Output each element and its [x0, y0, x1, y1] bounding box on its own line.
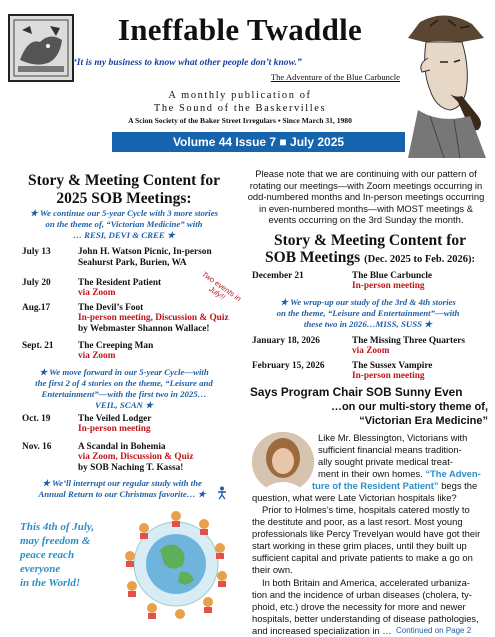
forward-note-line: Entertainment”—with the first two in 2025…	[41, 389, 207, 399]
meeting-story: The Devil’s Foot	[78, 303, 144, 313]
meeting-story: The Veiled Lodger	[78, 414, 152, 424]
meeting-story: The Resident Patient	[78, 278, 162, 288]
july4-line: This 4th of July,	[20, 521, 95, 533]
meeting-extra: by Webmaster Shannon Wallace!	[78, 324, 210, 334]
meeting-mode: In-person meeting	[352, 371, 425, 381]
forward-note-line: ★ We move forward in our 5-year Cycle—with	[39, 367, 209, 377]
quote-source: The Adventure of the Blue Carbuncle	[270, 72, 400, 82]
holmes-profile-icon	[400, 12, 490, 158]
para-line: Like Mr. Blessington, Victorians with	[318, 432, 468, 443]
meeting-story: The Missing Three Quarters	[352, 336, 466, 346]
meeting-story: The Sussex Vampire	[352, 361, 433, 371]
para-line: and increased specialization in …	[252, 625, 392, 636]
meeting-date: Oct. 19	[22, 414, 51, 424]
meeting-mode: In-person meeting	[78, 424, 151, 434]
para-line: Prior to Holmes’s time, hospitals catered mostly to	[262, 504, 470, 515]
story-link-text: ture of the Resident Patient”	[312, 480, 439, 491]
interrupt-note-line: ★ We’ll interrupt our regular study with the	[42, 478, 202, 488]
holmes-illustration	[400, 12, 490, 158]
para1-bottom	[252, 480, 490, 504]
meeting-date: Aug.17	[22, 303, 51, 313]
para-line: tion and the incidence of urban diseases (cholera, ty-	[252, 589, 472, 600]
says-subheading-2: “Victorian Era Medicine”	[359, 415, 488, 427]
newsletter-title: Ineffable Twaddle	[117, 12, 363, 47]
notice-line: rotating our meetings—with Zoom meetings occurring in	[249, 179, 483, 191]
says-heading: Says Program Chair SOB Sunny Even	[250, 385, 463, 399]
says-subheading-1: …on our multi-story theme of,	[330, 401, 488, 413]
para-line: In both Britain and America, accelerated urbaniza-	[262, 577, 470, 588]
header-quote: “It is my business to know what other people don’t know.”	[72, 57, 302, 68]
meeting-date: July 20	[22, 278, 51, 288]
para-line: start working in these grim places, until they built up	[252, 540, 467, 551]
july4-message	[20, 520, 130, 590]
cycle-note	[8, 208, 240, 241]
meeting-line: Seahurst Park, Burien, WA	[78, 258, 187, 268]
pub-line-1: A monthly publication of	[168, 90, 312, 101]
meeting-date: July 13	[22, 247, 51, 257]
forward-note-line: VEIL, SCAN ★	[95, 400, 153, 410]
notice-line: in even-numbered months—with MOST meetings &	[259, 202, 473, 214]
meeting-mode: via Zoom	[78, 288, 116, 298]
pub-line-3: A Scion Society of the Baker Street Irregulars ▪ Since March 31, 1980	[128, 116, 352, 125]
hound-crest-icon	[10, 16, 72, 80]
para-line: sufficient capital and private patients to make a go on	[252, 552, 473, 563]
july4-line: peace reach	[20, 549, 75, 561]
meeting-story	[78, 247, 248, 269]
forward-note-line: the first 2 of 4 stories on the theme, “Leisure and	[35, 378, 213, 388]
meeting-date: Sept. 21	[22, 341, 54, 351]
right-heading-line-1: Story & Meeting Content for	[274, 232, 466, 249]
meeting-mode: via Zoom, Discussion & Quiz	[78, 452, 194, 462]
para-line: their own.	[252, 564, 293, 575]
right-heading-line-2	[248, 249, 492, 267]
two-events-note: Two events in July!!	[200, 269, 243, 304]
meeting-extra: by SOB Naching T. Kassa!	[78, 463, 184, 473]
world-children-illustration	[118, 500, 234, 626]
wrap-note-line: these two in 2026…MISS, SUSS ★	[303, 319, 433, 329]
meeting-date: Nov. 16	[22, 442, 52, 452]
wrap-note-line: on the theme, “Leisure and Entertainment”—with	[276, 308, 460, 318]
dancing-figure-icon	[216, 486, 228, 500]
continued-link[interactable]: Continued on Page 2	[396, 626, 472, 635]
notice-line: odd-numbered months and In-person meetings occurring	[247, 191, 485, 203]
pub-line-2: The Sound of the Baskervilles	[153, 103, 327, 114]
notice-line: Please note that we are continuing with our pattern of	[255, 168, 477, 179]
para-line	[252, 480, 490, 492]
meeting-story: The Creeping Man	[78, 341, 154, 351]
meeting-mode: via Zoom	[78, 351, 116, 361]
interrupt-note	[8, 478, 236, 500]
story-link-text: “The Adven-	[425, 468, 481, 479]
globe-icon	[118, 500, 234, 626]
cycle-note-line: ★ We continue our 5-year Cycle with 3 more stories	[29, 208, 219, 218]
para-line: professionals like Percy Trevelyan would have got their	[252, 528, 481, 539]
right-heading-main: SOB Meetings	[265, 249, 361, 266]
left-heading-line-2: 2025 SOB Meetings:	[56, 190, 192, 207]
meeting-line: John H. Watson Picnic, In-person	[78, 247, 212, 257]
meeting-mode: via Zoom	[352, 346, 390, 356]
notice-line: events occurring on the 3rd Sunday the month.	[268, 214, 464, 226]
meeting-date: February 15, 2026	[252, 361, 325, 371]
para-line: question, what were Late Victorian hospitals like?	[252, 492, 457, 503]
wrap-note-line: ★ We wrap-up our study of the 3rd & 4th stories	[280, 297, 456, 307]
wrap-note	[248, 297, 488, 330]
para-line: sufficient financial means tradition-	[318, 444, 462, 455]
para-line: hospitals, better understanding of disease pathologies,	[252, 613, 479, 624]
para-line: the destitute and poor, as a last resort. Most young	[252, 516, 463, 527]
cycle-note-line: on the theme of, “Victorian Medicine” with	[45, 219, 203, 229]
left-heading-line-1: Story & Meeting Content for	[28, 172, 220, 189]
cycle-note-line: … RESI, DEVI & CREE ★	[73, 230, 175, 240]
meeting-story: A Scandal in Bohemia	[78, 442, 166, 452]
forward-note	[8, 367, 240, 411]
meeting-date: January 18, 2026	[252, 336, 320, 346]
july4-line: may freedom &	[20, 535, 91, 547]
meeting-mode: In-person meeting	[352, 281, 425, 291]
para-line: phoid, etc.) drove the necessity for more and newer	[252, 601, 466, 612]
para-line	[318, 468, 490, 480]
meeting-story: The Blue Carbuncle	[352, 271, 433, 281]
para1-top	[318, 432, 490, 480]
para-text: begs the	[441, 480, 478, 491]
para-line: ally sought private medical treat-	[318, 456, 453, 467]
interrupt-note-line: Annual Return to our Christmas favorite… ★	[38, 489, 206, 499]
society-logo	[8, 14, 74, 82]
volume-banner: Volume 44 Issue 7 ■ July 2025	[112, 132, 405, 152]
rotation-notice	[247, 168, 485, 226]
para-text: ment in their own homes.	[318, 468, 423, 479]
meeting-mode: In-person meeting, Discussion & Quiz	[78, 313, 229, 323]
meeting-date: December 21	[252, 271, 304, 281]
july4-line: in the World!	[20, 577, 81, 589]
para2	[252, 504, 490, 576]
july4-line: everyone	[20, 563, 61, 575]
right-heading-range: (Dec. 2025 to Feb. 2026):	[364, 254, 475, 265]
